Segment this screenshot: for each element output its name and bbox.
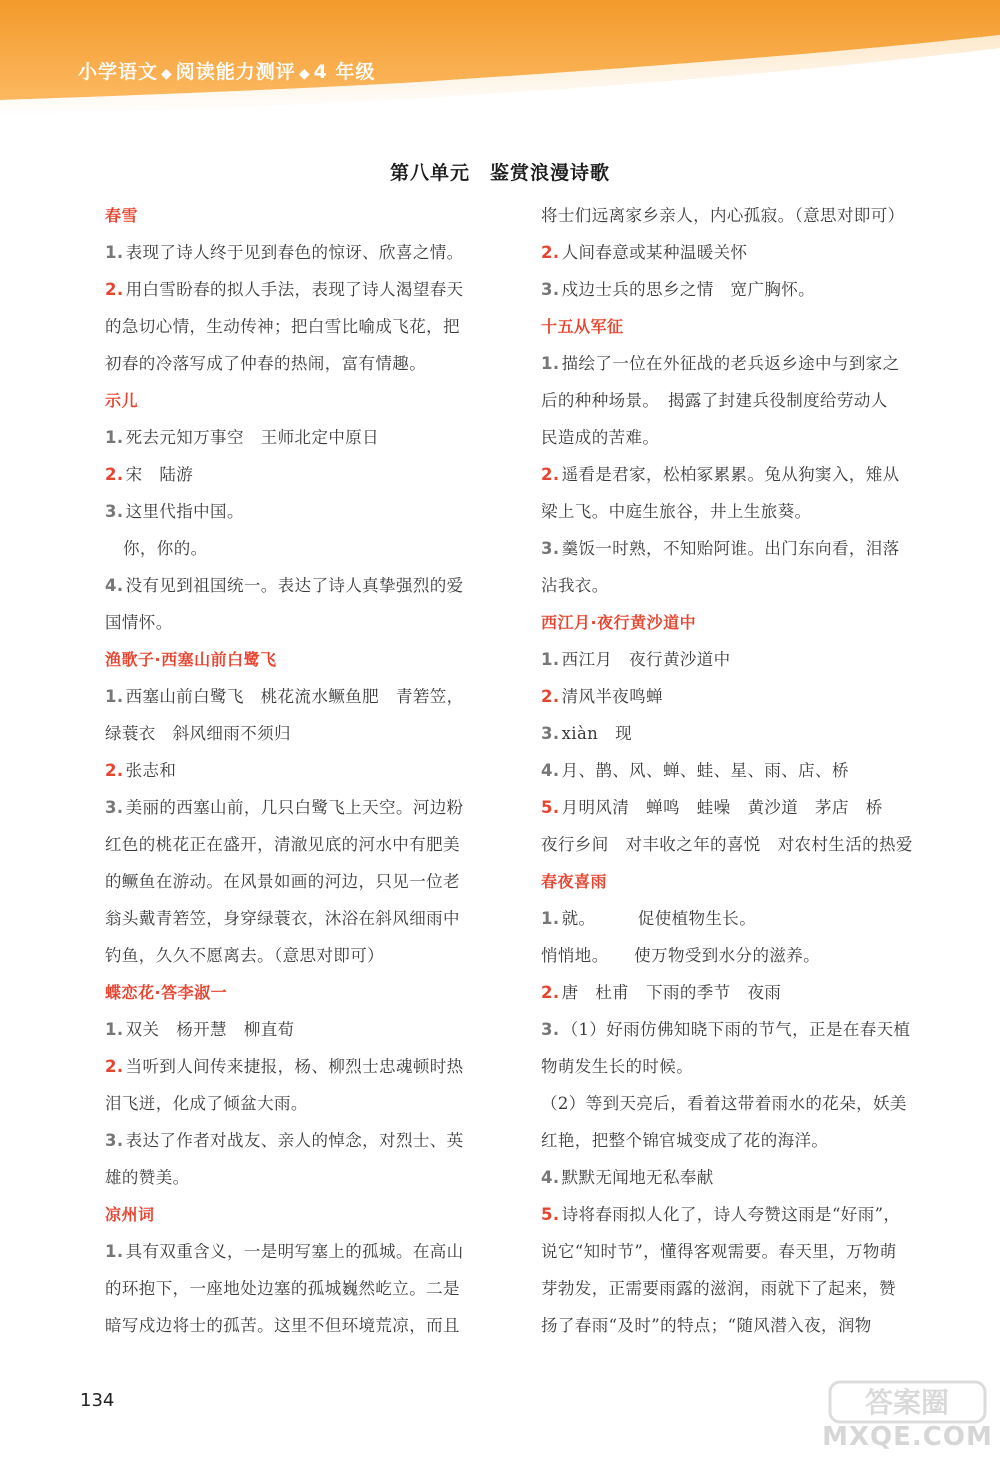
diamond-icon: ◆ — [161, 66, 173, 82]
item-number: 1. — [541, 650, 560, 669]
item-number: 2. — [541, 687, 560, 706]
answer-line: 的急切心情，生动传神；把白雪比喻成飞花，把 — [105, 317, 460, 336]
answer-text: 表达了作者对战友、亲人的悼念，对烈士、英 — [125, 1131, 464, 1150]
answer-line: 红色的桃花正在盛开，清澈见底的河水中有肥美 — [105, 835, 460, 854]
answer-line — [105, 1048, 505, 1085]
watermark-logo — [820, 1378, 995, 1456]
section-title: 凉州词 — [105, 1205, 155, 1224]
answer-line: 扬了春雨“及时”的特点；“随风潜入夜，润物 — [541, 1316, 872, 1335]
answer-text: 双关 杨开慧 柳直荀 — [125, 1020, 295, 1039]
item-number: 3. — [105, 1131, 124, 1150]
answer-text: 描绘了一位在外征战的老兵返乡途中与到家之 — [561, 354, 900, 373]
answer-line: 翁头戴青箬笠，身穿绿蓑衣，沐浴在斜风细雨中 — [105, 909, 460, 928]
page-title: 第八单元 鉴赏浪漫诗歌 — [389, 162, 610, 184]
answer-line — [105, 752, 505, 789]
answer-line — [105, 234, 505, 271]
header-grade: 4 年级 — [313, 61, 376, 83]
watermark-logo-text: 答案圈 — [864, 1386, 950, 1419]
item-number: 5. — [541, 1205, 560, 1224]
answer-line — [541, 234, 941, 271]
answer-text: 唐 杜甫 下雨的季节 夜雨 — [561, 983, 782, 1002]
answer-line — [541, 641, 941, 678]
answer-text: 具有双重含义，一是明写塞上的孤城。在高山 — [125, 1242, 464, 1261]
answer-line: 后的种种场景。 揭露了封建兵役制度给劳动人 — [541, 391, 888, 410]
answer-line: 你，你的。 — [123, 539, 208, 558]
answer-line — [541, 271, 941, 308]
answer-line: 民造成的苦难。 — [541, 428, 660, 447]
section-title: 十五从军征 — [541, 317, 624, 336]
answer-text: 诗将春雨拟人化了，诗人夸赞这雨是“好雨”， — [561, 1205, 901, 1224]
item-number: 1. — [105, 687, 124, 706]
section-title: 西江月·夜行黄沙道中 — [541, 613, 697, 632]
page-number: 134 — [80, 1390, 115, 1411]
answer-line: 梁上飞。中庭生旅谷，井上生旅葵。 — [541, 502, 812, 521]
item-number: 3. — [541, 724, 560, 743]
item-number: 2. — [105, 761, 124, 780]
item-number: 3. — [541, 280, 560, 299]
item-number: 1. — [541, 354, 560, 373]
item-number: 4. — [105, 576, 124, 595]
answer-line: 夜行乡间 对丰收之年的喜悦 对农村生活的热爱 — [541, 835, 913, 854]
item-number: 3. — [541, 539, 560, 558]
answer-text: xiàn 现 — [561, 724, 633, 743]
item-number: 3. — [105, 502, 124, 521]
answer-text: 没有见到祖国统一。表达了诗人真挚强烈的爱 — [125, 576, 464, 595]
answer-text: （1）好雨仿佛知晓下雨的节气，正是在春天植 — [561, 1020, 911, 1039]
answer-line: 沾我衣。 — [541, 576, 609, 595]
section-title: 春夜喜雨 — [541, 872, 608, 891]
answer-text: 默默无闻地无私奉献 — [561, 1168, 714, 1187]
answer-line: 雄的赞美。 — [105, 1168, 190, 1187]
header-subject: 小学语文 — [78, 61, 159, 83]
section-title: 春雪 — [105, 206, 139, 225]
section-title: 渔歌子·西塞山前白鹭飞 — [105, 650, 277, 669]
answer-text: 清风半夜鸣蝉 — [561, 687, 663, 706]
answer-line — [541, 789, 941, 826]
answer-line: 暗写戍边将士的孤苦。这里不但环境荒凉，而且 — [105, 1316, 460, 1335]
answer-line — [105, 493, 505, 530]
answer-line: 的环抱下，一座地处边塞的孤城巍然屹立。二是 — [105, 1279, 460, 1298]
answer-text: 遥看是君家，松柏冢累累。兔从狗窦入，雉从 — [561, 465, 900, 484]
answer-line — [105, 456, 505, 493]
answer-text: 月明风清 蝉鸣 蛙噪 黄沙道 茅店 桥 — [561, 798, 883, 817]
answer-text: 表现了诗人终于见到春色的惊讶、欣喜之情。 — [125, 243, 464, 262]
item-number: 4. — [541, 1168, 560, 1187]
answer-text: 西塞山前白鹭飞 桃花流水鳜鱼肥 青箬笠， — [125, 687, 464, 706]
item-number: 2. — [541, 983, 560, 1002]
answer-line — [541, 345, 941, 382]
diamond-icon: ◆ — [298, 66, 311, 82]
answer-line — [105, 1233, 505, 1270]
answer-line — [105, 567, 505, 604]
answer-line: 芽勃发，正需要雨露的滋润，雨就下了起来，赞 — [541, 1279, 896, 1298]
answer-text: 月、鹊、风、蝉、蛙、星、雨、店、桥 — [561, 761, 849, 780]
answer-line: 悄悄地。 使万物受到水分的滋养。 — [541, 946, 821, 965]
item-number: 1. — [105, 428, 124, 447]
answer-line — [105, 789, 505, 826]
item-number: 2. — [541, 465, 560, 484]
header-book-title: 阅读能力测评 — [175, 61, 296, 83]
answer-text: 死去元知万事空 王师北定中原日 — [125, 428, 380, 447]
answer-line: 说它“知时节”，懂得客观需要。春天里，万物萌 — [541, 1242, 897, 1261]
answer-text: 张志和 — [125, 761, 177, 780]
answer-text: 羹饭一时熟，不知贻阿谁。出门东向看，泪落 — [561, 539, 900, 558]
answer-line — [105, 678, 505, 715]
answer-line — [541, 530, 941, 567]
item-number: 3. — [105, 798, 124, 817]
item-number: 1. — [105, 243, 124, 262]
answer-line: 初春的冷落写成了仲春的热闹，富有情趣。 — [105, 354, 427, 373]
answer-text: 当听到人间传来捷报，杨、柳烈士忠魂顿时热 — [125, 1057, 464, 1076]
answer-line — [541, 900, 941, 937]
answer-text: 这里代指中国。 — [125, 502, 244, 521]
answer-line — [105, 1011, 505, 1048]
answer-text: 西江月 夜行黄沙道中 — [561, 650, 731, 669]
answer-line — [541, 974, 941, 1011]
right-column — [541, 197, 941, 1344]
answer-line — [105, 1122, 505, 1159]
item-number: 5. — [541, 798, 560, 817]
answer-line — [541, 1196, 941, 1233]
answer-line: 钓鱼，久久不愿离去。（意思对即可） — [105, 946, 385, 965]
answer-line: 国情怀。 — [105, 613, 173, 632]
answer-text: 宋 陆游 — [125, 465, 194, 484]
answer-line: 红艳，把整个锦官城变成了花的海洋。 — [541, 1131, 829, 1150]
left-column — [105, 197, 505, 1344]
section-title: 蝶恋花·答李淑一 — [105, 983, 228, 1002]
answer-line: 泪飞迸，化成了倾盆大雨。 — [105, 1094, 308, 1113]
answer-line — [541, 752, 941, 789]
item-number: 3. — [541, 1020, 560, 1039]
section-title: 示儿 — [105, 391, 139, 410]
item-number: 1. — [541, 909, 560, 928]
answer-line — [105, 419, 505, 456]
item-number: 2. — [105, 280, 124, 299]
answer-line — [541, 1011, 941, 1048]
watermark-badge-icon — [820, 1378, 995, 1426]
answer-line — [541, 678, 941, 715]
answer-line: 物萌发生长的时候。 — [541, 1057, 694, 1076]
answer-text: 用白雪盼春的拟人手法，表现了诗人渴望春天 — [125, 280, 464, 299]
answer-text: 戍边士兵的思乡之情 宽广胸怀。 — [561, 280, 816, 299]
item-number: 2. — [541, 243, 560, 262]
answer-line — [541, 715, 941, 752]
answer-text: 美丽的西塞山前，几只白鹭飞上天空。河边粉 — [125, 798, 464, 817]
answer-text: 人间春意或某种温暖关怀 — [561, 243, 748, 262]
answer-line: 将士们远离家乡亲人，内心孤寂。（意思对即可） — [541, 206, 905, 225]
answer-line — [541, 456, 941, 493]
answer-line — [105, 271, 505, 308]
answer-line: 的鳜鱼在游动。在风景如画的河边，只见一位老 — [105, 872, 460, 891]
item-number: 1. — [105, 1242, 124, 1261]
item-number: 1. — [105, 1020, 124, 1039]
answer-line: （2）等到天亮后，看着这带着雨水的花朵，妖美 — [541, 1094, 907, 1113]
watermark-site: MXQE.COM — [822, 1422, 993, 1452]
answer-line: 绿蓑衣 斜风细雨不须归 — [105, 724, 291, 743]
header-series-title — [78, 57, 375, 84]
answer-text: 就。 促使植物生长。 — [561, 909, 757, 928]
item-number: 2. — [105, 1057, 124, 1076]
item-number: 2. — [105, 465, 124, 484]
answer-line — [541, 1159, 941, 1196]
item-number: 4. — [541, 761, 560, 780]
